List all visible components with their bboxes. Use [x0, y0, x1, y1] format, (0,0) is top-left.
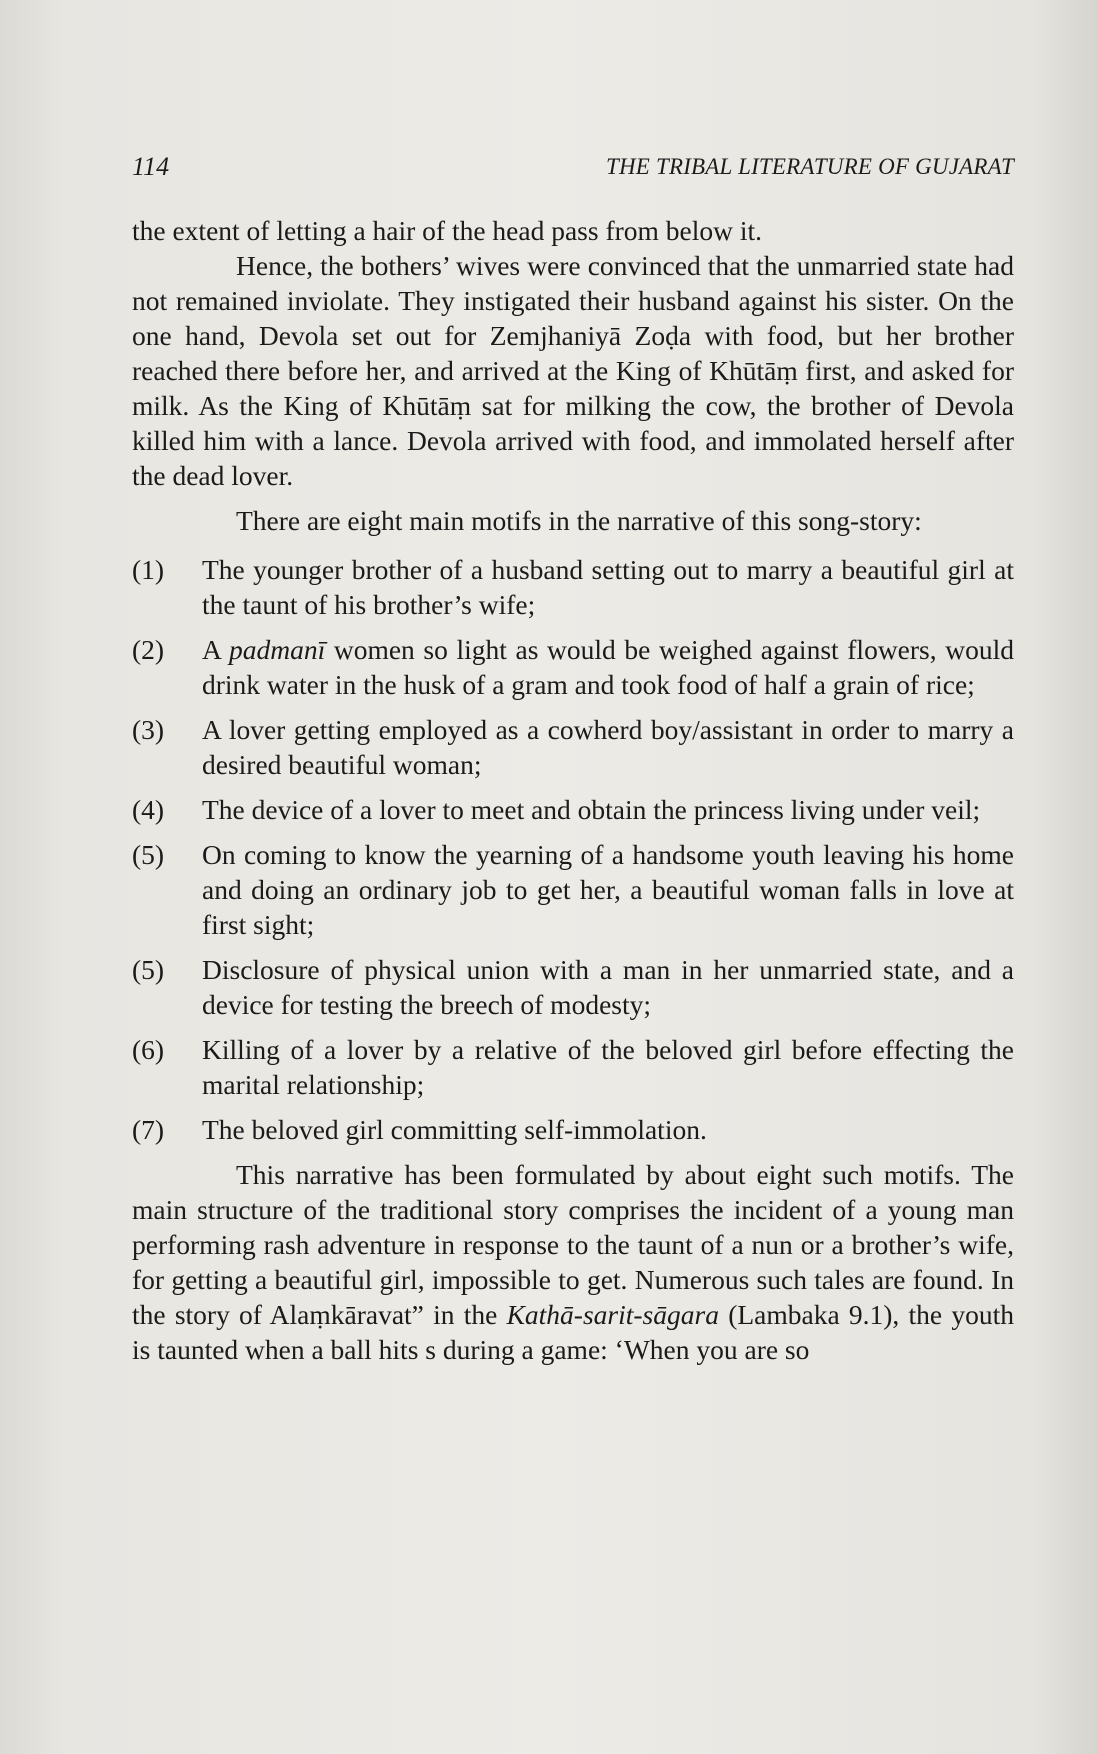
motif-text [202, 712, 1014, 782]
paragraph: Hence, the bothers’ wives were convinced that the unmarried state had not remained inviolate. They instigated their husband against his sister. On the one hand, Devola set out for Zemjhaniyā Zoḍa with food, but her brother reached there before her, and arrived at the King of Khūtāṃ first, and asked for milk. As the King of Khūtāṃ sat for milking the cow, the brother of Devola killed him with a lance. Devola arrived with food, and immolated herself after the dead lover. [132, 250, 1014, 491]
page-number: 114 [132, 152, 170, 181]
motif-text [202, 1112, 1014, 1147]
motif-number: (6) [132, 1034, 165, 1065]
motif-list [132, 552, 1014, 1147]
motif-item [132, 712, 1014, 782]
closing-text-c: (Lambaka 9.1), the youth is taunted when a ball hits s during a game: ‘When you are so [132, 1299, 1014, 1365]
motif-text-main: A [202, 634, 229, 665]
motif-number: (1) [132, 554, 165, 585]
motif-text [202, 837, 1014, 942]
motif-item [132, 837, 1014, 942]
motif-number: (5) [132, 954, 165, 985]
motif-text-main: The beloved girl committing self-immolation. [202, 1114, 707, 1145]
motif-item [132, 792, 1014, 827]
motif-item [132, 552, 1014, 622]
motif-text [202, 1032, 1014, 1102]
motif-text [202, 632, 1014, 702]
motif-number: (4) [132, 794, 165, 825]
motif-text-main: A lover getting employed as a cowherd boy/assistant in order to marry a desired beautiful woman; [202, 714, 1014, 780]
motif-text-main: On coming to know the yearning of a handsome youth leaving his home and doing an ordinary job to get her, a beautiful woman falls in love at first sight; [202, 839, 1014, 940]
motif-item [132, 1032, 1014, 1102]
motif-text [202, 552, 1014, 622]
motif-item [132, 1112, 1014, 1147]
motif-text [202, 792, 1014, 827]
motif-number: (7) [132, 1114, 165, 1145]
page-body [132, 213, 1014, 1367]
paragraph: There are eight main motifs in the narrative of this song-story: [236, 505, 922, 536]
paragraph-continuation: the extent of letting a hair of the head pass from below it. [132, 215, 763, 246]
book-title-italic: Kathā-sarit-sāgara [506, 1299, 719, 1330]
motif-number: (2) [132, 634, 165, 665]
motif-text-italic: padmanī [228, 634, 326, 665]
motif-text-main: The younger brother of a husband setting out to marry a beautiful girl at the taunt of his brother’s wife; [202, 554, 1014, 620]
motif-item [132, 632, 1014, 702]
motif-number: (5) [132, 839, 165, 870]
motif-text-rest: women so light as would be weighed against flowers, would drink water in the husk of a gram and took food of half a grain of rice; [202, 634, 1014, 700]
motif-text-main: Killing of a lover by a relative of the beloved girl before effecting the marital relationship; [202, 1034, 1014, 1100]
motif-text-main: The device of a lover to meet and obtain the princess living under veil; [202, 794, 981, 825]
running-title: THE TRIBAL LITERATURE OF GUJARAT [605, 154, 1014, 179]
motif-number: (3) [132, 714, 165, 745]
motif-item [132, 952, 1014, 1022]
motif-text [202, 952, 1014, 1022]
closing-text-a: This narrative has been formulated by about eight such motifs. The main structure of the traditional story comprises the incident of a young man performing rash adventure in response to the taunt of a nun or a brother’s wife, for getting a beautiful girl, impossible to get. Numerous such tales are found. In the story of Alaṃkāravat” in the [132, 1159, 1014, 1330]
page-header [132, 152, 1014, 192]
paragraph-closing [132, 1157, 1014, 1367]
motif-text-main: Disclosure of physical union with a man in her unmarried state, and a device for testing the breech of modesty; [202, 954, 1014, 1020]
